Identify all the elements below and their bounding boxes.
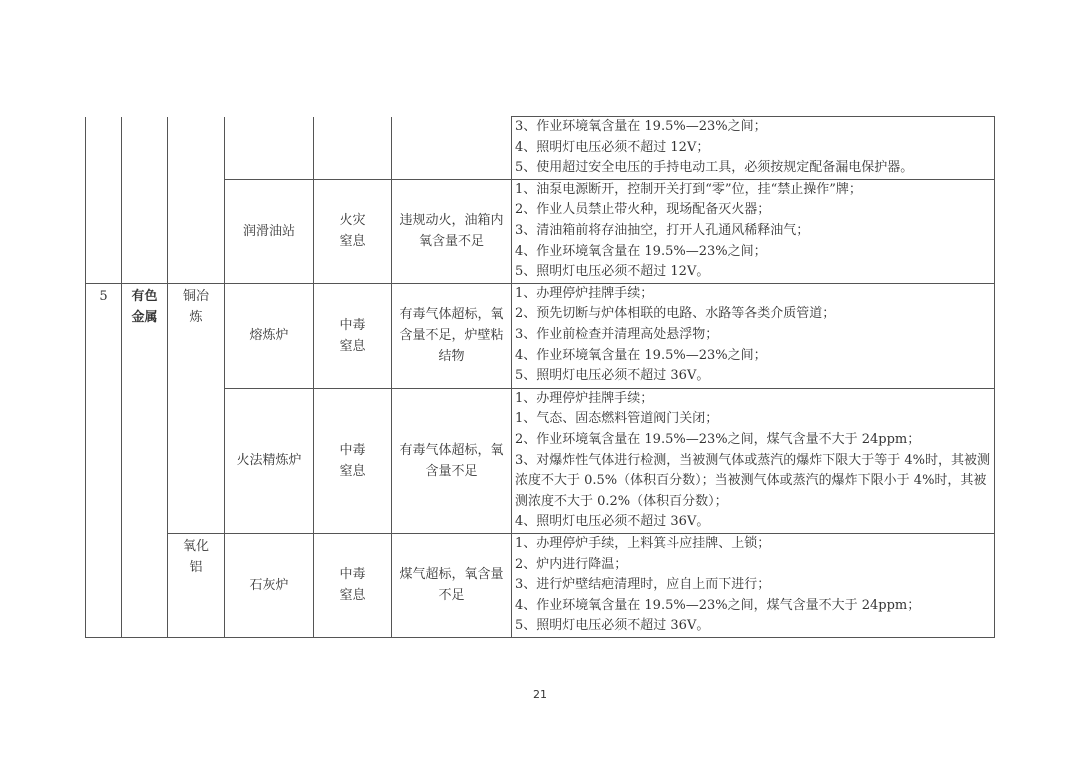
measure-line: 5、照明灯电压必须不超过 36V。 xyxy=(515,368,710,384)
page-number: 21 xyxy=(533,688,547,701)
sub-category-text: 铜冶炼 xyxy=(182,288,209,325)
cell-measures xyxy=(512,388,995,533)
cell-location xyxy=(225,117,314,180)
measure-line: 4、作业环境氧含量在 19.5%—23%之间，煤气含量不大于 24ppm； xyxy=(515,597,921,613)
cell-hazard xyxy=(314,283,392,388)
measure-line: 5、使用超过安全电压的手持电动工具，必须按规定配备漏电保护器。 xyxy=(515,160,914,176)
cause-text: 违规动火，油箱内氧含量不足 xyxy=(399,213,504,250)
measure-line: 4、照明灯电压必须不超过 36V。 xyxy=(515,514,710,530)
hazard-text: 中毒 窒息 xyxy=(339,442,366,479)
cell-measures xyxy=(512,117,995,180)
cell-number xyxy=(86,117,122,284)
cause-text: 有毒气体超标，氧含量不足，炉壁粘结物 xyxy=(399,307,504,365)
measure-line: 4、作业环境氧含量在 19.5%—23%之间； xyxy=(515,243,767,259)
table-row xyxy=(86,117,995,180)
location-text: 火法精炼炉 xyxy=(236,453,302,469)
cell-location xyxy=(225,179,314,283)
measure-line: 4、作业环境氧含量在 19.5%—23%之间； xyxy=(515,347,767,363)
measure-line: 3、作业前检查并清理高处悬浮物； xyxy=(515,326,719,342)
measure-line: 3、对爆炸性气体进行检测，当被测气体或蒸汽的爆炸下限大于等于 4%时，其被测浓度不大于 0.5%（体积百分数）；当被测气体或蒸汽的爆炸下限小于 4%时，其被测浓度不大于 0.2%（体积百分数）； xyxy=(515,452,991,509)
location-text: 熔炼炉 xyxy=(249,328,289,344)
measure-line: 1、办理停炉挂牌手续； xyxy=(515,390,654,406)
cell-hazard xyxy=(314,179,392,283)
measure-line: 1、办理停炉挂牌手续； xyxy=(515,285,654,301)
cell-cause xyxy=(392,283,512,388)
measure-line: 1、油泵电源断开，控制开关打到“零”位，挂“禁止操作”牌； xyxy=(515,181,862,197)
group-number: 5 xyxy=(99,288,108,304)
cell-location xyxy=(225,388,314,533)
cell-cause xyxy=(392,533,512,637)
measure-line: 5、照明灯电压必须不超过 36V。 xyxy=(515,618,710,634)
measure-line: 1、办理停炉手续，上料箕斗应挂牌、上锁； xyxy=(515,535,771,551)
cell-industry xyxy=(122,117,168,284)
cell-location xyxy=(225,283,314,388)
cell-sub xyxy=(168,533,225,637)
measure-line: 3、清油箱前将存油抽空，打开人孔通风稀释油气； xyxy=(515,222,810,238)
location-text: 石灰炉 xyxy=(249,577,289,593)
cause-text: 煤气超标，氧含量不足 xyxy=(399,567,504,604)
table-row xyxy=(86,283,995,388)
cell-location xyxy=(225,533,314,637)
cell-sub xyxy=(168,283,225,533)
hazard-text: 中毒 窒息 xyxy=(339,317,366,354)
table-row xyxy=(86,533,995,637)
cell-number xyxy=(86,283,122,637)
measure-line: 1、气态、固态燃料管道阀门关闭； xyxy=(515,411,719,427)
cell-industry xyxy=(122,283,168,637)
cell-measures xyxy=(512,283,995,388)
measure-line: 2、作业人员禁止带火种，现场配备灭火器； xyxy=(515,202,771,218)
hazard-table xyxy=(85,116,995,638)
measure-line: 2、炉内进行降温； xyxy=(515,556,628,572)
sub-category-text: 氧化铝 xyxy=(182,538,209,575)
measure-line: 3、进行炉壁结疤清理时，应自上而下进行； xyxy=(515,577,771,593)
cell-cause xyxy=(392,388,512,533)
cell-cause xyxy=(392,117,512,180)
cell-measures xyxy=(512,533,995,637)
hazard-text: 中毒 窒息 xyxy=(339,567,366,604)
cell-cause xyxy=(392,179,512,283)
cause-text: 有毒气体超标，氧含量不足 xyxy=(399,442,504,479)
cell-hazard xyxy=(314,388,392,533)
hazard-text: 火灾 窒息 xyxy=(339,213,366,250)
cell-hazard xyxy=(314,533,392,637)
measure-line: 2、作业环境氧含量在 19.5%—23%之间，煤气含量不大于 24ppm； xyxy=(515,431,921,447)
industry-text: 有色金属 xyxy=(131,288,158,325)
cell-measures xyxy=(512,179,995,283)
measure-line: 2、预先切断与炉体相联的电路、水路等各类介质管道； xyxy=(515,306,836,322)
measure-line: 5、照明灯电压必须不超过 12V。 xyxy=(515,264,710,280)
measure-line: 3、作业环境氧含量在 19.5%—23%之间； xyxy=(515,119,767,134)
cell-sub xyxy=(168,117,225,284)
measure-line: 4、照明灯电压必须不超过 12V； xyxy=(515,139,710,155)
location-text: 润滑油站 xyxy=(242,223,295,239)
cell-hazard xyxy=(314,117,392,180)
